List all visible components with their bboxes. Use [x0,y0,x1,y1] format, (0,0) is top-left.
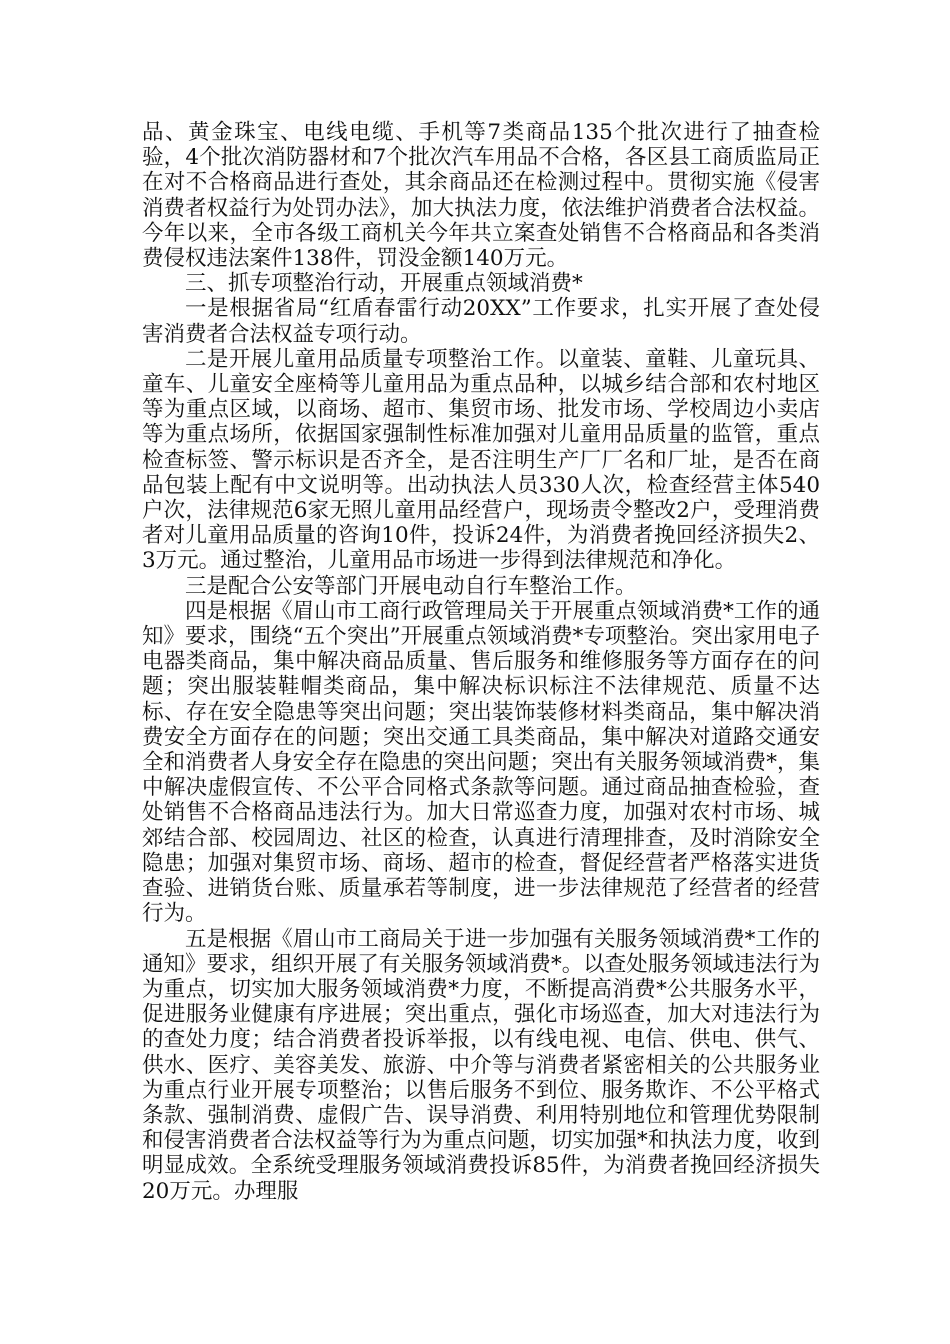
body-paragraph-item-1: 一是根据省局“红盾春雷行动20XX”工作要求，扎实开展了查处侵害消费者合法权益专项行动。 [142,296,820,347]
body-paragraph-item-2: 二是开展儿童用品质量专项整治工作。以童装、童鞋、儿童玩具、童车、儿童安全座椅等儿童用品为重点品种，以城乡结合部和农村地区等为重点区域，以商场、超市、集贸市场、批发市场、学校周边小卖店等为重点场所，依据国家强制性标准加强对儿童用品质量的监管，重点检查标签、警示标识是否齐全，是否注明生产厂厂名和厂址，是否在商品包装上配有中文说明等。出动执法人员330人次，检查经营主体540户次，法律规范6家无照儿童用品经营户，现场责令整改2户，受理消费者对儿童用品质量的咨询10件，投诉24件，为消费者挽回经济损失2、3万元。通过整治，儿童用品市场进一步得到法律规范和净化。 [142,346,820,574]
body-paragraph-item-4: 四是根据《眉山市工商行政管理局关于开展重点领域消费*工作的通知》要求，围绕“五个突出”开展重点领域消费*专项整治。突出家用电子电器类商品，集中解决商品质量、售后服务和维修服务等方面存在的问题；突出服装鞋帽类商品，集中解决标识标注不法律规范、质量不达标、存在安全隐患等突出问题；突出装饰装修材料类商品，集中解决消费安全方面存在的问题；突出交通工具类商品，集中解决对道路交通安全和消费者人身安全存在隐患的突出问题；突出有关服务领域消费*，集中解决虚假宣传、不公平合同格式条款等问题。通过商品抽查检验，查处销售不合格商品违法行为。加大日常巡查力度，加强对农村市场、城郊结合部、校园周边、社区的检查，认真进行清理排查，及时消除安全隐患；加强对集贸市场、商场、超市的检查，督促经营者严格落实进货查验、进销货台账、质量承若等制度，进一步法律规范了经营者的经营行为。 [142,598,820,927]
body-paragraph-1: 品、黄金珠宝、电线电缆、手机等7类商品135个批次进行了抽查检验，4个批次消防器材和7个批次汽车用品不合格，各区县工商质监局正在对不合格商品进行查处，其余商品还在检测过程中。贯彻实施《侵害消费者权益行为处罚办法》，加大执法力度，依法维护消费者合法权益。今年以来，全市各级工商机关今年共立案查处销售不合格商品和各类消费侵权违法案件138件，罚没金额140万元。 [142,120,820,272]
body-paragraph-item-3: 三是配合公安等部门开展电动自行车整治工作。 [185,573,637,599]
section-heading-3: 三、抓专项整治行动，开展重点领域消费* [185,271,583,297]
body-paragraph-item-5: 五是根据《眉山市工商局关于进一步加强有关服务领域消费*工作的通知》要求，组织开展了有关服务领域消费*。以查处服务领域违法行为为重点，切实加大服务领域消费*力度，不断提高消费*公共服务水平，促进服务业健康有序进展；突出重点，强化市场巡查，加大对违法行为的查处力度；结合消费者投诉举报，以有线电视、电信、供电、供气、供水、医疗、美容美发、旅游、中介等与消费者紧密相关的公共服务业为重点行业开展专项整治；以售后服务不到位、服务欺诈、不公平格式条款、强制消费、虚假广告、误导消费、利用特别地位和管理优势限制和侵害消费者合法权益等行为为重点问题，切实加强*和执法力度，收到明显成效。全系统受理服务领域消费投诉85件，为消费者挽回经济损失20万元。办理服 [142,926,820,1204]
document-page [142,120,820,1204]
